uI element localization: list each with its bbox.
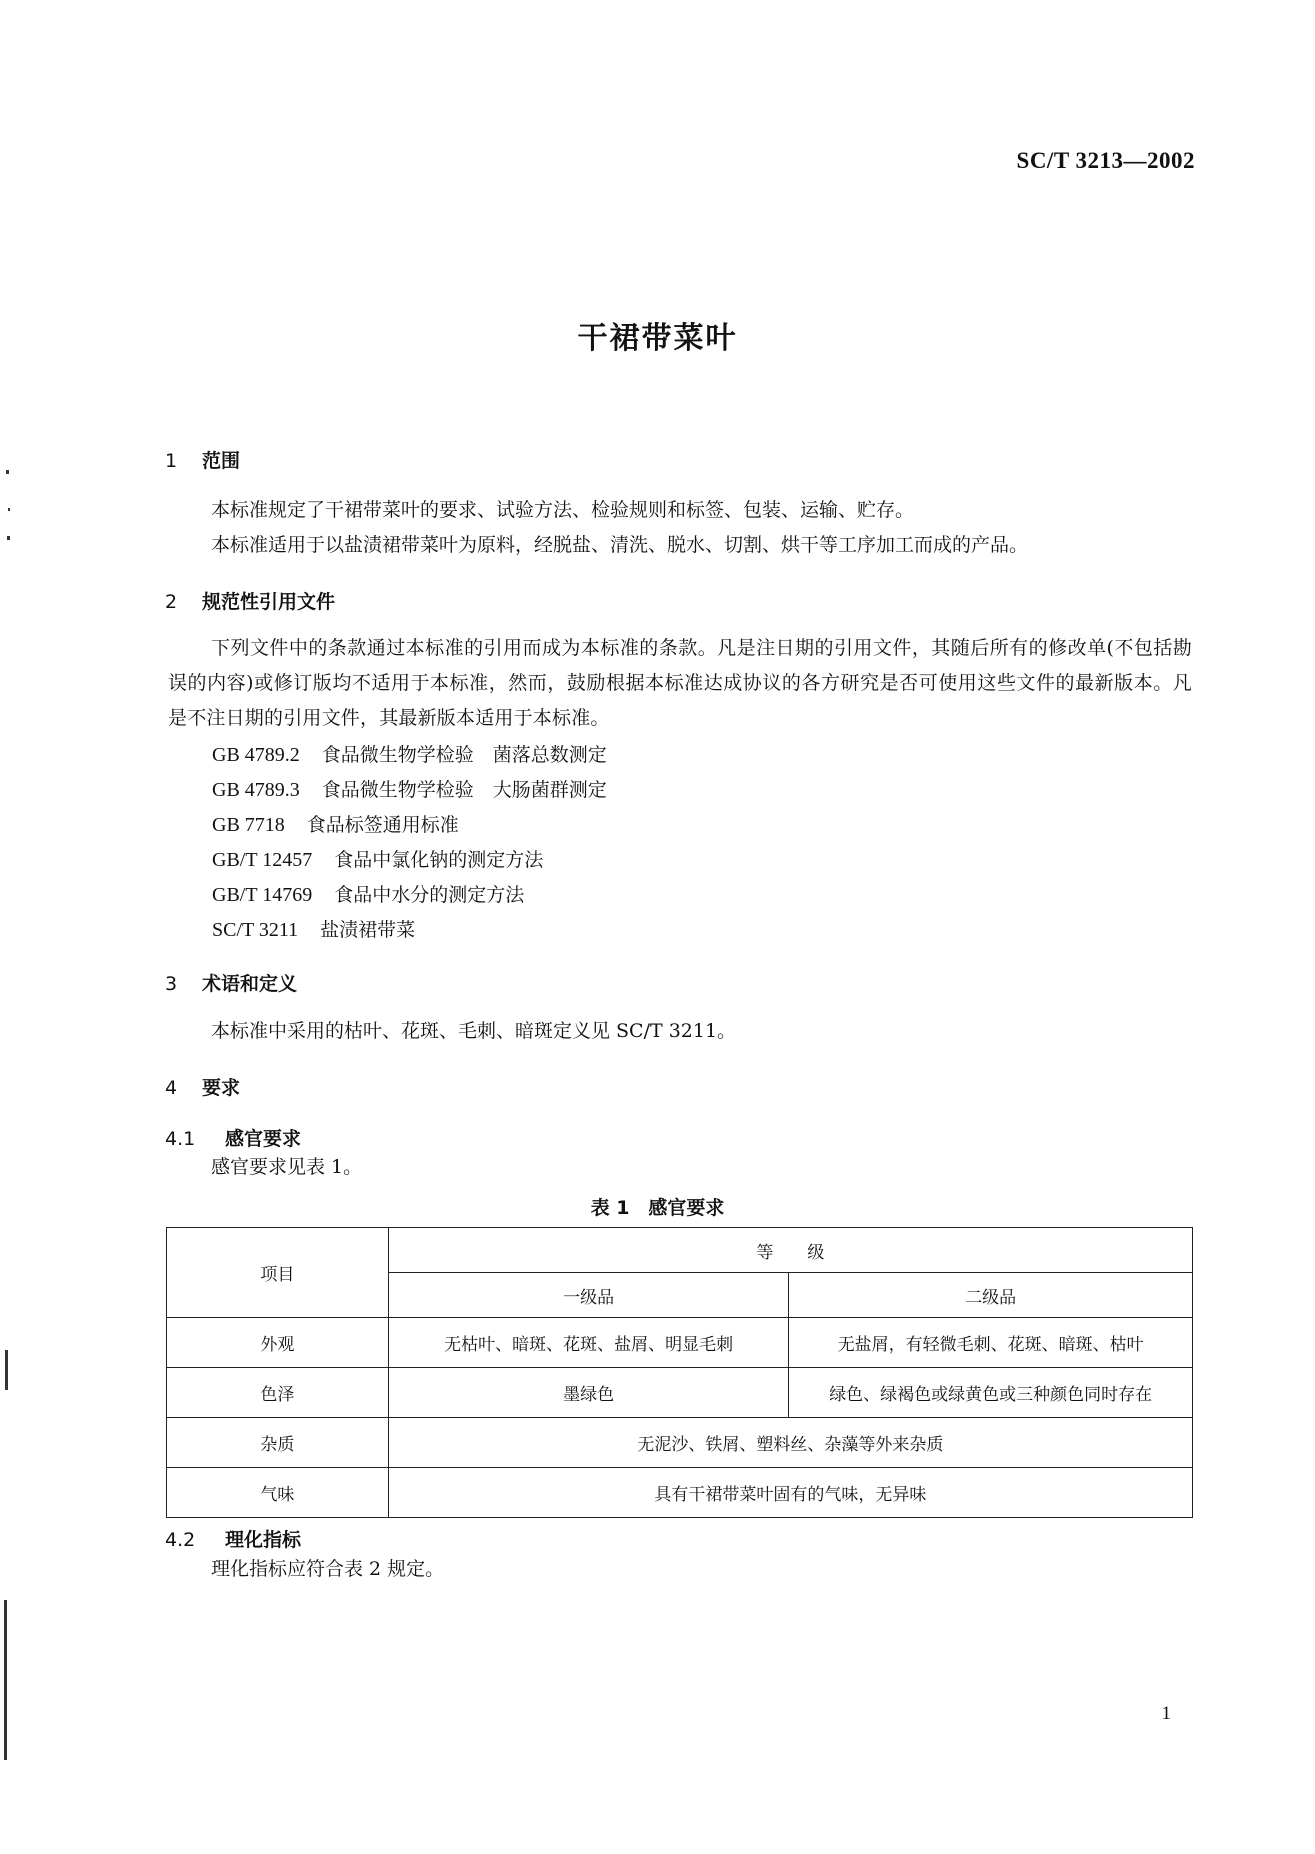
table-header-grade2: 二级品 [789,1273,1193,1318]
section-4-heading [165,1073,240,1100]
section-title: 规范性引用文件 [202,591,336,613]
table-header-grade: 等 级 [388,1228,1192,1273]
standard-code: SC/T 3213—2002 [1016,148,1195,173]
reference-item [212,845,543,872]
section-title: 范围 [202,450,241,472]
reference-title: 食品中氯化钠的测定方法 [334,849,544,871]
reference-item [212,740,607,767]
reference-code: SC/T 3211 [212,919,299,941]
section-title: 术语和定义 [202,973,298,995]
table-row [167,1368,1193,1418]
section-number: 4.2 [165,1529,196,1551]
reference-item [212,775,607,802]
section-4-1-heading [165,1124,301,1151]
table-header-item: 项目 [167,1228,389,1318]
section-title: 理化指标 [225,1529,302,1551]
table-cell-grade1: 墨绿色 [388,1368,789,1418]
table-row [167,1468,1193,1518]
table-cell-grade1: 无枯叶、暗斑、花斑、盐屑、明显毛刺 [388,1318,789,1368]
section-4-2-heading [165,1525,301,1552]
table-cell-item: 外观 [167,1318,389,1368]
scan-margin-mark [6,470,9,474]
scan-margin-mark [7,536,10,540]
reference-title: 食品标签通用标准 [306,814,459,836]
table-cell-merged: 无泥沙、铁屑、塑料丝、杂藻等外来杂质 [388,1418,1192,1468]
table-cell-item: 气味 [167,1468,389,1518]
section-number: 4.1 [165,1128,196,1150]
reference-title: 食品微生物学检验 菌落总数测定 [321,744,607,766]
table-cell-item: 杂质 [167,1418,389,1468]
document-title: 干裙带菜叶 [577,321,738,356]
table-cell-merged: 具有干裙带菜叶固有的气味，无异味 [388,1468,1192,1518]
table-row [167,1318,1193,1368]
scan-margin-mark [4,1600,7,1760]
paragraph: 本标准中采用的枯叶、花斑、毛刺、暗斑定义见 SC/T 3211。 [211,1020,737,1042]
reference-code: GB 4789.3 [212,779,300,801]
scan-margin-mark [5,1350,8,1390]
reference-title: 食品微生物学检验 大肠菌群测定 [321,779,607,801]
reference-item [212,810,459,837]
reference-title: 盐渍裙带菜 [320,919,416,941]
paragraph: 理化指标应符合表 2 规定。 [211,1558,445,1580]
section-2-heading [165,587,335,614]
reference-code: GB/T 14769 [212,884,313,906]
reference-item [212,915,415,942]
table-header-grade1: 一级品 [388,1273,789,1318]
page-number: 1 [1161,1703,1171,1724]
section-title: 感官要求 [225,1128,302,1150]
reference-code: GB 4789.2 [212,744,300,766]
reference-code: GB 7718 [212,814,285,836]
section-1-heading [165,446,240,473]
table-cell-item: 色泽 [167,1368,389,1418]
paragraph: 本标准适用于以盐渍裙带菜叶为原料，经脱盐、清洗、脱水、切割、烘干等工序加工而成的产品。 [211,534,1029,556]
reference-title: 食品中水分的测定方法 [334,884,525,906]
section-title: 要求 [202,1077,241,1099]
table-row [167,1418,1193,1468]
section-number: 3 [165,973,178,995]
paragraph: 下列文件中的条款通过本标准的引用而成为本标准的条款。凡是注日期的引用文件，其随后所有的修改单(不包括勘误的内容)或修订版均不适用于本标准，然而，鼓励根据本标准达成协议的各方研究是否可使用这些文件的最新版本。凡是不注日期的引用文件，其最新版本适用于本标准。 [168,637,1192,729]
section-number: 4 [165,1077,178,1099]
table-cell-grade2: 绿色、绿褐色或绿黄色或三种颜色同时存在 [789,1368,1193,1418]
scan-margin-mark [8,508,10,511]
table-1-caption: 表 1 感官要求 [590,1197,725,1219]
paragraph: 本标准规定了干裙带菜叶的要求、试验方法、检验规则和标签、包装、运输、贮存。 [211,499,915,521]
paragraph: 感官要求见表 1。 [211,1156,363,1178]
section-number: 1 [165,450,178,472]
table-header-row [167,1228,1193,1273]
section-number: 2 [165,591,178,613]
reference-code: GB/T 12457 [212,849,313,871]
table-1 [166,1227,1193,1518]
table-cell-grade2: 无盐屑，有轻微毛刺、花斑、暗斑、枯叶 [789,1318,1193,1368]
reference-item [212,880,524,907]
section-3-heading [165,969,297,996]
